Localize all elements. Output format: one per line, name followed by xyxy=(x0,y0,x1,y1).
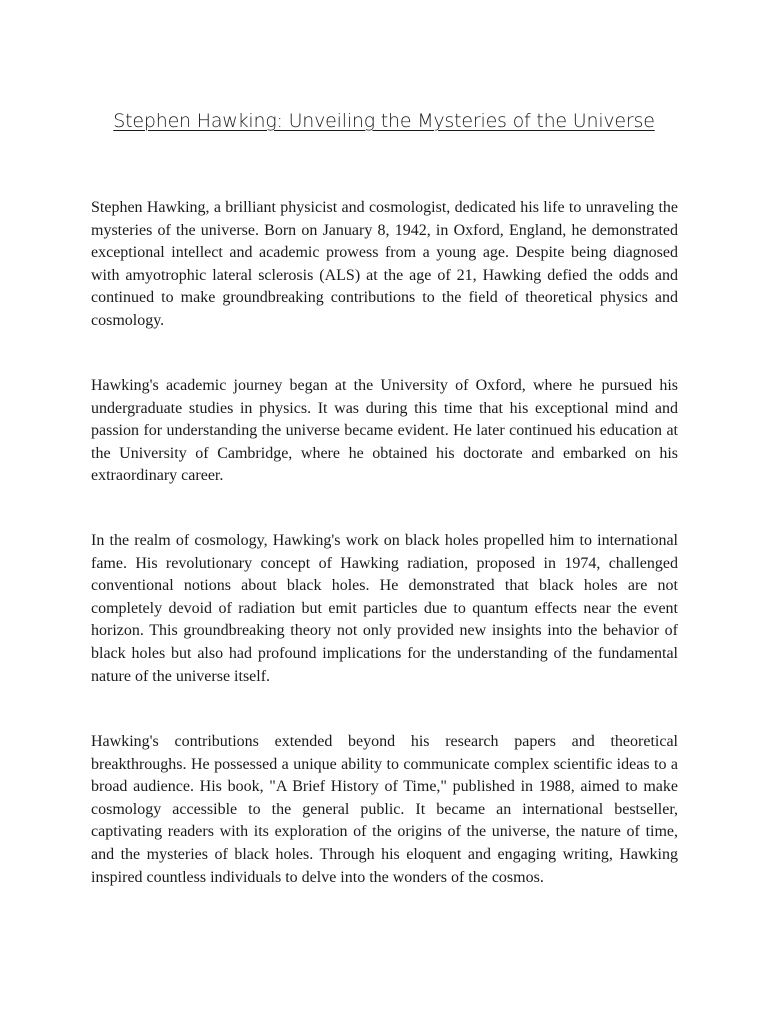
document-title xyxy=(0,110,768,132)
paragraph-2: Hawking's academic journey began at the University of Oxford, where he pursued his undergraduate studies in physics. It was during this time that his exceptional mind and passion for understanding the universe became evident. He later continued his education at the University of Cambridge, where he obtained his doctorate and embarked on his extraordinary career. xyxy=(91,377,678,485)
paragraph-1: Stephen Hawking, a brilliant physicist and cosmologist, dedicated his life to unraveling the mysteries of the universe. Born on January 8, 1942, in Oxford, England, he demonstrated exceptional intellect and academic prowess from a young age. Despite being diagnosed with amyotrophic lateral sclerosis (ALS) at the age of 21, Hawking defied the odds and continued to make groundbreaking contributions to the field of theoretical physics and cosmology. xyxy=(91,199,678,329)
paragraph-4: Hawking's contributions extended beyond his research papers and theoretical breakthroughs. He possessed a unique ability to communicate complex scientific ideas to a broad audience. His book, "A Brief History of Time," published in 1988, aimed to make cosmology accessible to the general public. It became an international bestseller, captivating readers with its exploration of the origins of the universe, the nature of time, and the mysteries of black holes. Through his eloquent and engaging writing, Hawking inspired countless individuals to delve into the wonders of the cosmos. xyxy=(91,733,678,886)
paragraph-3: In the realm of cosmology, Hawking's work on black holes propelled him to international fame. His revolutionary concept of Hawking radiation, proposed in 1974, challenged conventional notions about black holes. He demonstrated that black holes are not completely devoid of radiation but emit particles due to quantum effects near the event horizon. This groundbreaking theory not only provided new insights into the behavior of black holes but also had profound implications for the understanding of the fundamental nature of the universe itself. xyxy=(91,532,678,685)
document-title-text: Stephen Hawking: Unveiling the Mysteries of the Universe xyxy=(113,110,655,132)
